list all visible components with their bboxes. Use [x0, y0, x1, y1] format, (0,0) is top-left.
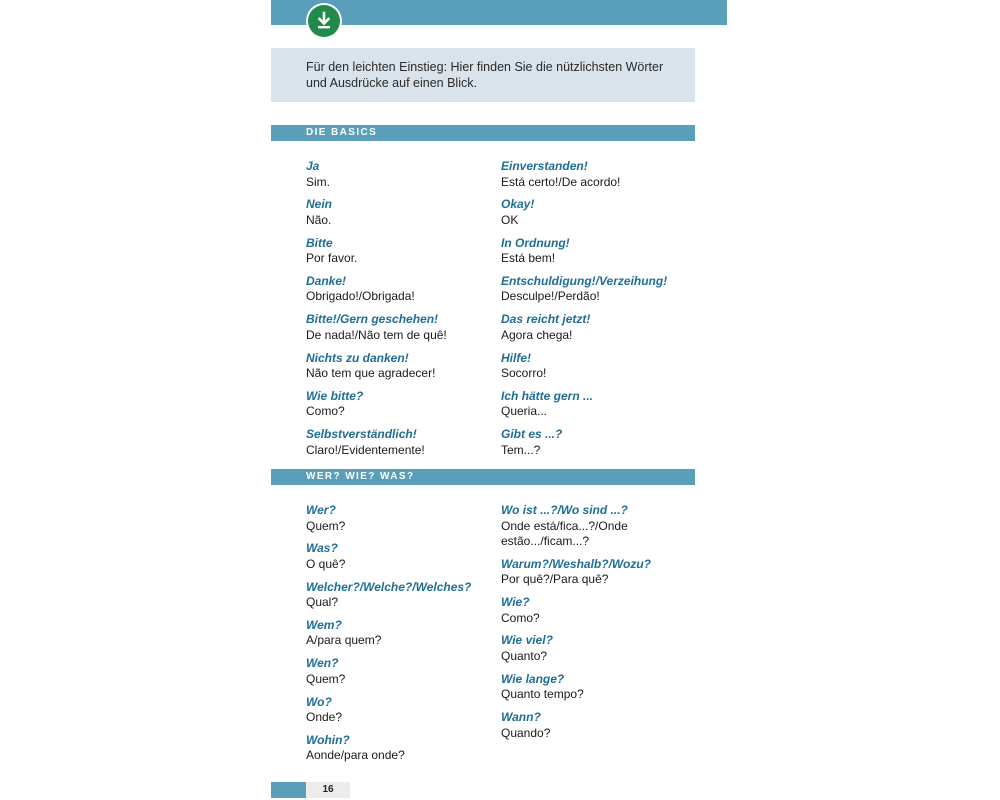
portuguese-translation: Agora chega! — [501, 327, 573, 342]
german-phrase: Welcher?/Welche?/Welches? — [306, 579, 472, 594]
basics-phrase-entry — [306, 159, 496, 190]
portuguese-translation: Qual? — [306, 595, 339, 610]
basics-phrase-entry — [501, 236, 691, 267]
portuguese-translation: Como? — [306, 404, 345, 419]
portuguese-translation: Onde está/fica...?/Onde — [501, 518, 628, 533]
german-phrase: Bitte!/Gern geschehen! — [306, 312, 439, 327]
page-number: 16 — [306, 782, 350, 798]
basics-phrase-entry — [501, 197, 691, 228]
portuguese-translation: Quem? — [306, 671, 346, 686]
questions-phrase-entry — [501, 710, 691, 741]
german-phrase: Wer? — [306, 503, 336, 517]
basics-phrase-entry — [501, 312, 691, 343]
german-phrase: Was? — [306, 541, 338, 556]
portuguese-translation: Quanto? — [501, 648, 548, 663]
basics-phrase-entry — [306, 351, 496, 382]
portuguese-translation: Tem...? — [501, 442, 541, 457]
german-phrase: Gibt es ...? — [501, 427, 563, 442]
questions-phrase-entry — [306, 580, 496, 611]
portuguese-translation: Sim. — [306, 174, 330, 189]
section-header-questions: WER? WIE? WAS? — [271, 469, 695, 485]
basics-phrase-entry — [306, 427, 496, 458]
portuguese-translation: Não tem que agradecer! — [306, 366, 436, 380]
section-header-basics: DIE BASICS — [271, 125, 695, 141]
portuguese-translation: Socorro! — [501, 366, 547, 380]
portuguese-translation: Aonde/para onde? — [306, 748, 405, 763]
questions-phrase-entry — [306, 541, 496, 572]
german-phrase: Wann? — [501, 710, 541, 724]
german-phrase: Wie viel? — [501, 633, 553, 648]
questions-phrase-entry — [501, 557, 691, 588]
questions-phrase-entry — [306, 733, 496, 764]
german-phrase: Bitte — [306, 235, 333, 250]
portuguese-translation: Por quê?/Para quê? — [501, 572, 609, 587]
download-badge[interactable] — [306, 3, 342, 39]
basics-phrase-entry — [501, 274, 691, 305]
german-phrase: Wem? — [306, 617, 342, 632]
basics-phrase-entry — [306, 236, 496, 267]
portuguese-translation-continued: estão.../ficam...? — [501, 534, 590, 548]
portuguese-translation: Está certo!/De acordo! — [501, 174, 621, 189]
basics-phrase-entry — [306, 274, 496, 305]
portuguese-translation: OK — [501, 212, 519, 227]
german-phrase: Nichts zu danken! — [306, 350, 409, 365]
german-phrase: Okay! — [501, 197, 535, 212]
questions-phrase-entry — [501, 633, 691, 664]
german-phrase: In Ordnung! — [501, 235, 570, 250]
german-phrase: Ja — [306, 159, 320, 173]
portuguese-translation: A/para quem? — [306, 633, 382, 648]
german-phrase: Wohin? — [306, 732, 350, 747]
portuguese-translation: Queria... — [501, 404, 548, 419]
portuguese-translation: Desculpe!/Perdão! — [501, 289, 600, 304]
basics-phrase-entry — [306, 312, 496, 343]
questions-phrase-entry — [306, 503, 496, 534]
questions-phrase-entry — [306, 695, 496, 726]
german-phrase: Wo? — [306, 694, 332, 709]
german-phrase: Hilfe! — [501, 350, 531, 365]
portuguese-translation: Quem? — [306, 518, 346, 533]
basics-phrase-entry — [501, 159, 691, 190]
german-phrase: Wie lange? — [501, 671, 565, 686]
download-icon[interactable] — [308, 5, 340, 37]
phrasebook-page — [271, 0, 727, 800]
portuguese-translation: Como? — [501, 610, 540, 625]
questions-phrase-entry — [501, 503, 691, 550]
questions-phrase-entry — [501, 595, 691, 626]
questions-phrase-entry — [306, 618, 496, 649]
portuguese-translation: O quê? — [306, 556, 346, 571]
german-phrase: Danke! — [306, 273, 347, 288]
portuguese-translation: Quando? — [501, 725, 551, 740]
portuguese-translation: Claro!/Evidentemente! — [306, 442, 425, 457]
german-phrase: Wo ist ...?/Wo sind ...? — [501, 503, 628, 517]
questions-phrase-entry — [306, 656, 496, 687]
portuguese-translation: Obrigado!/Obrigada! — [306, 289, 415, 304]
basics-phrase-entry — [306, 197, 496, 228]
german-phrase: Einverstanden! — [501, 159, 588, 173]
german-phrase: Warum?/Weshalb?/Wozu? — [501, 556, 652, 571]
basics-phrase-entry — [306, 389, 496, 420]
questions-phrase-entry — [501, 672, 691, 703]
german-phrase: Wen? — [306, 656, 339, 671]
footer-accent — [271, 782, 306, 798]
portuguese-translation: Não. — [306, 212, 332, 227]
german-phrase: Wie bitte? — [306, 388, 364, 403]
german-phrase: Wie? — [501, 595, 530, 610]
basics-phrase-entry — [501, 427, 691, 458]
portuguese-translation: Onde? — [306, 710, 343, 724]
german-phrase: Das reicht jetzt! — [501, 312, 591, 327]
portuguese-translation: Quanto tempo? — [501, 687, 584, 702]
basics-phrase-entry — [501, 351, 691, 382]
intro-box: Für den leichten Einstieg: Hier finden Sie die nützlichsten Wörter und Ausdrücke auf einen Blick. — [271, 48, 695, 102]
portuguese-translation: Por favor. — [306, 251, 358, 266]
portuguese-translation: Está bem! — [501, 251, 556, 266]
german-phrase: Ich hätte gern ... — [501, 388, 594, 403]
basics-phrase-entry — [501, 389, 691, 420]
german-phrase: Selbstverständlich! — [306, 427, 417, 442]
german-phrase: Nein — [306, 197, 333, 212]
portuguese-translation: De nada!/Não tem de quê! — [306, 327, 447, 342]
german-phrase: Entschuldigung!/Verzeihung! — [501, 273, 668, 288]
